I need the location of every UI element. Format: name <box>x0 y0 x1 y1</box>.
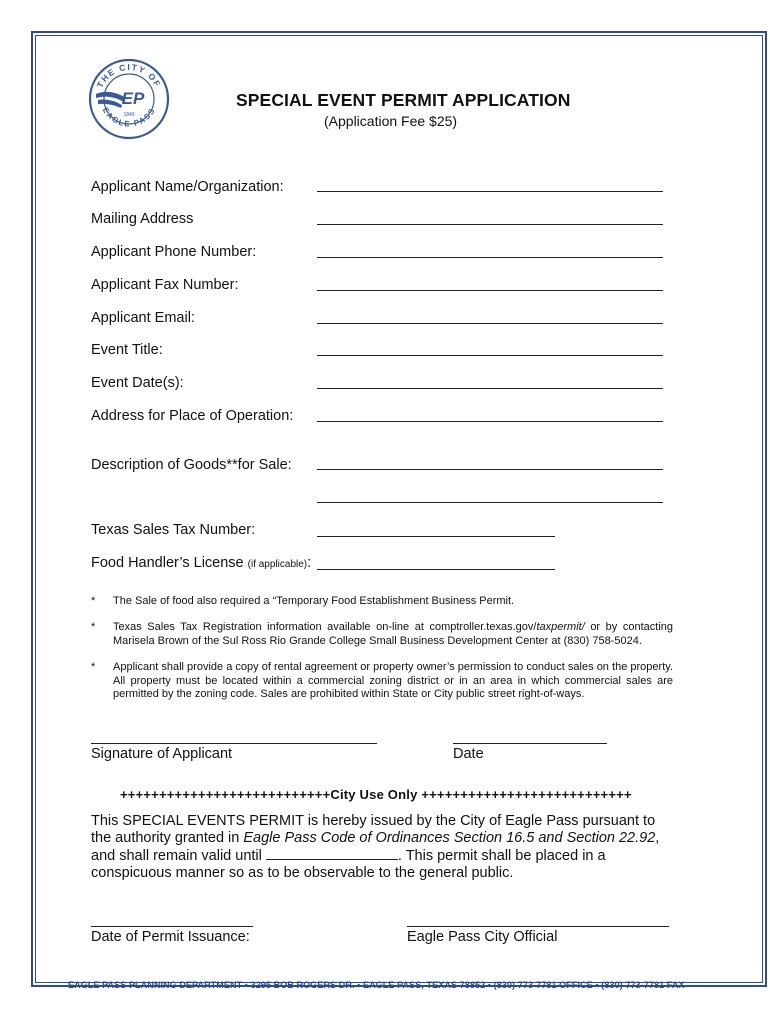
signature-date-line[interactable] <box>453 743 607 744</box>
label-applicant-name: Applicant Name/Organization: <box>91 179 284 195</box>
label-sales-tax-number: Texas Sales Tax Number: <box>91 522 256 538</box>
page-title: SPECIAL EVENT PERMIT APPLICATION <box>236 90 571 110</box>
city-seal-logo <box>88 58 170 140</box>
svg-text:THE CITY OF <box>95 62 163 89</box>
label-email: Applicant Email: <box>91 310 195 326</box>
input-operation-address[interactable] <box>317 421 663 422</box>
input-event-title[interactable] <box>317 355 663 356</box>
label-phone: Applicant Phone Number: <box>91 244 257 260</box>
label-operation-address: Address for Place of Operation: <box>91 408 294 424</box>
issuance-date-line[interactable] <box>91 926 253 927</box>
label-food-handler: Food Handler’s License (if applicable): <box>91 555 312 571</box>
input-phone[interactable] <box>317 257 663 258</box>
city-official-label: Eagle Pass City Official <box>407 929 558 945</box>
application-fee: (Application Fee $25) <box>324 113 458 129</box>
label-event-title: Event Title: <box>91 342 163 358</box>
seal-monogram: EP <box>121 89 145 108</box>
permit-statement: This SPECIAL EVENTS PERMIT is hereby issued by the City of Eagle Pass pursuant to the authority granted in Eagle Pass Code of Ordinances Section 16.5 and Section 22.92, and shall remain valid until . This permit shall be placed in a conspicuous manner so as to be observable to the general public. <box>91 813 660 881</box>
input-goods-description-1[interactable] <box>317 469 663 470</box>
seal-top-text: THE CITY OF <box>94 61 164 90</box>
input-sales-tax-number[interactable] <box>317 536 555 537</box>
seal-year: 1849 <box>123 112 135 118</box>
label-goods-description: Description of Goods**for Sale: <box>91 457 292 473</box>
input-applicant-name[interactable] <box>317 191 663 192</box>
input-food-handler[interactable] <box>317 569 555 570</box>
issuance-date-label: Date of Permit Issuance: <box>91 929 250 945</box>
city-official-line[interactable] <box>407 926 669 927</box>
valid-until-blank[interactable] <box>266 847 398 860</box>
signature-applicant-label: Signature of Applicant <box>91 746 233 762</box>
input-fax[interactable] <box>317 290 663 291</box>
footer-contact: EAGLE PASS PLANNING DEPARTMENT • 3295 BOB ROGERS DR. • EAGLE PASS, TEXAS 78852 • (830) 773-7781 OFFICE • (830) 773-7781 FAX <box>68 980 685 990</box>
seal-bottom-text: EAGLE PASS <box>100 105 158 129</box>
signature-date-label: Date <box>453 746 484 762</box>
input-mailing-address[interactable] <box>317 224 663 225</box>
city-use-only-heading: +++++++++++++++++++++++++++City Use Only +++++++++++++++++++++++++++ <box>120 787 632 802</box>
input-goods-description-2[interactable] <box>317 502 663 503</box>
signature-applicant-line[interactable] <box>91 743 377 744</box>
input-email[interactable] <box>317 323 663 324</box>
food-handler-qualifier: (if applicable) <box>247 559 308 570</box>
input-event-dates[interactable] <box>317 388 663 389</box>
label-fax: Applicant Fax Number: <box>91 277 239 293</box>
label-event-dates: Event Date(s): <box>91 375 184 391</box>
label-mailing-address: Mailing Address <box>91 211 194 227</box>
